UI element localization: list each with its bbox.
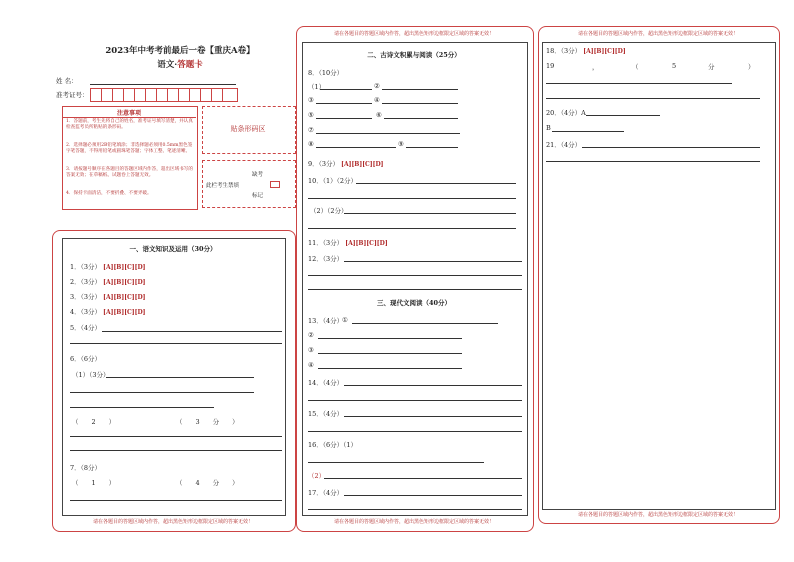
q11: 11．（3分） [A][B][C][D] bbox=[308, 239, 388, 247]
q5-line-1[interactable] bbox=[102, 331, 282, 332]
col1-bottom-warning: 请在各题目的答题区域内作答，超出黑色矩形边框限定区域的答案无效！ bbox=[92, 519, 253, 525]
q13-item-3: ③ bbox=[308, 346, 314, 354]
q21: 21．（4分） bbox=[546, 141, 582, 149]
q17: 17．（4分） bbox=[308, 489, 344, 497]
notes-item-3: 3．请按题号顺序在各题目的答题区域内作答，超出区域书写的答案无效；在草稿纸、试题卷上答题无效。 bbox=[66, 167, 193, 178]
q9: 9．（3分） [A][B][C][D] bbox=[308, 160, 384, 168]
col3-top-warning: 请在各题目的答题区域内作答，超出黑色矩形边框限定区域的答案无效！ bbox=[577, 31, 738, 37]
q8-item-8: ⑧ bbox=[308, 140, 314, 148]
q14-line-2[interactable] bbox=[308, 400, 522, 401]
notes-item-1: 1．答题前，考生先将自己的姓名，准考证号填写清楚，并认真检查监考员所粘贴的条形码。 bbox=[66, 119, 193, 130]
q6-line-2[interactable] bbox=[70, 392, 254, 393]
q6-sub2-b: （ 3 分 ） bbox=[176, 418, 239, 426]
q13-line-3[interactable] bbox=[318, 353, 462, 354]
q13-item-1: ① bbox=[342, 316, 348, 324]
q20-b: B bbox=[546, 124, 551, 132]
q8-item-4: ④ bbox=[374, 96, 380, 104]
absent-checkbox[interactable] bbox=[270, 181, 280, 188]
q16: 16．（6分）（1） bbox=[308, 441, 358, 449]
q8-item-9: ⑨ bbox=[398, 140, 404, 148]
q19-line-2[interactable] bbox=[546, 98, 760, 99]
q6-sub2-a: （ 2 ） bbox=[72, 418, 116, 426]
col3-bottom-warning: 请在各题目的答题区域内作答，超出黑色矩形边框限定区域的答案无效！ bbox=[577, 512, 738, 518]
absent-mark-1: 缺考 bbox=[252, 172, 264, 178]
q19-open: （ bbox=[632, 63, 639, 71]
q16-line-1[interactable] bbox=[308, 462, 484, 463]
q10: 10．（1）（2分） bbox=[308, 177, 358, 185]
subject-title: 语文·答题卡 bbox=[157, 60, 203, 70]
q6-line-5[interactable] bbox=[70, 450, 282, 451]
q6-line-1[interactable] bbox=[106, 377, 254, 378]
absent-mark-2: 标记 bbox=[252, 193, 264, 199]
q5-line-2[interactable] bbox=[70, 343, 282, 344]
q1: 1．（3分） [A][B][C][D] bbox=[70, 263, 146, 271]
barcode-label: 贴条形码区 bbox=[230, 125, 266, 133]
q10-line-2[interactable] bbox=[308, 198, 516, 199]
q8-item-2: ② bbox=[374, 82, 380, 90]
q13-line-4[interactable] bbox=[318, 368, 462, 369]
q12-line-1[interactable] bbox=[344, 261, 522, 262]
q3: 3．（3分） [A][B][C][D] bbox=[70, 293, 146, 301]
ticket-label: 准考证号： bbox=[56, 91, 89, 99]
q8-item-1: （1） bbox=[308, 83, 326, 91]
notes-title: 注意事项 bbox=[116, 110, 141, 117]
q7: 7．（8分） bbox=[70, 464, 102, 472]
q16-sub2: （2） bbox=[308, 472, 326, 480]
q7-sub-b: （ 4 分 ） bbox=[176, 479, 239, 487]
q13-item-2: ② bbox=[308, 331, 314, 339]
q10-sub2: （2）（2分） bbox=[310, 207, 348, 215]
q19-unit: 分 bbox=[708, 63, 715, 71]
q8-line-5[interactable] bbox=[316, 118, 372, 119]
name-field[interactable] bbox=[90, 84, 236, 85]
ticket-number-grid[interactable] bbox=[90, 88, 238, 102]
q7-sub-a: （ 1 ） bbox=[72, 479, 116, 487]
q8-line-1[interactable] bbox=[320, 89, 372, 90]
q20-line-b[interactable] bbox=[552, 131, 624, 132]
q16-line-2[interactable] bbox=[324, 478, 522, 479]
q15: 15．（4分） bbox=[308, 410, 344, 418]
q13: 13．（4分） bbox=[308, 317, 344, 325]
q19-label: 19 bbox=[546, 62, 555, 70]
q12-line-2[interactable] bbox=[308, 275, 522, 276]
q10-line-1[interactable] bbox=[356, 183, 516, 184]
q6: 6．（6分） bbox=[70, 355, 102, 363]
q8-item-7: ⑦ bbox=[308, 126, 314, 134]
q14-line-1[interactable] bbox=[344, 385, 522, 386]
q21-line-2[interactable] bbox=[546, 161, 760, 162]
q19-score: 5 bbox=[672, 62, 677, 70]
q14: 14．（4分） bbox=[308, 379, 344, 387]
q19-comma: ， bbox=[592, 63, 599, 71]
q6-sub1: （1）（3分） bbox=[72, 371, 110, 379]
q4: 4．（3分） [A][B][C][D] bbox=[70, 308, 146, 316]
q8-line-7[interactable] bbox=[316, 133, 460, 134]
q10-line-4[interactable] bbox=[308, 228, 516, 229]
q2: 2．（3分） [A][B][C][D] bbox=[70, 278, 146, 286]
q19-line-1[interactable] bbox=[546, 83, 732, 84]
q8-line-4[interactable] bbox=[382, 103, 458, 104]
q10-line-3[interactable] bbox=[344, 213, 516, 214]
q8-line-3[interactable] bbox=[316, 103, 372, 104]
q13-line-2[interactable] bbox=[318, 338, 462, 339]
q8-line-6[interactable] bbox=[384, 118, 458, 119]
col2-bottom-warning: 请在各题目的答题区域内作答，超出黑色矩形边框限定区域的答案无效！ bbox=[333, 519, 494, 525]
q15-line-2[interactable] bbox=[308, 431, 522, 432]
q17-line-1[interactable] bbox=[344, 495, 522, 496]
q8-item-6: ⑥ bbox=[376, 111, 382, 119]
q13-item-4: ④ bbox=[308, 361, 314, 369]
q8-item-5: ⑤ bbox=[308, 111, 314, 119]
q8-item-3: ③ bbox=[308, 96, 314, 104]
name-label: 姓 名： bbox=[56, 77, 78, 85]
absent-label: 此栏考生禁填 bbox=[206, 183, 240, 189]
q8-line-8[interactable] bbox=[316, 147, 396, 148]
q21-line-1[interactable] bbox=[582, 147, 760, 148]
q15-line-1[interactable] bbox=[344, 416, 522, 417]
q19-close: ） bbox=[748, 63, 755, 71]
q8-line-9[interactable] bbox=[406, 147, 458, 148]
q6-line-4[interactable] bbox=[70, 436, 282, 437]
q7-line-1[interactable] bbox=[70, 500, 282, 501]
q18: 18．（3分） [A][B][C][D] bbox=[546, 47, 626, 55]
section3-title: 三、现代文阅读（40分） bbox=[376, 299, 452, 307]
section2-title: 二、古诗文积累与阅读（25分） bbox=[367, 51, 461, 59]
q17-line-2[interactable] bbox=[308, 509, 522, 510]
q20-line-a[interactable] bbox=[586, 115, 660, 116]
q20: 20．（4分）A bbox=[546, 109, 586, 117]
q13-line-1[interactable] bbox=[352, 323, 498, 324]
col2-top-warning: 请在各题目的答题区域内作答，超出黑色矩形边框限定区域的答案无效！ bbox=[333, 31, 494, 37]
notes-item-2: 2．选择题必须用2B铅笔填涂；非选择题必须用0.5mm黑色签字笔答题，不得用铅笔或圆珠笔答题；字体工整、笔迹清晰。 bbox=[66, 143, 193, 154]
q8-line-2[interactable] bbox=[382, 89, 458, 90]
q12-line-3[interactable] bbox=[308, 289, 522, 290]
notes-item-4: 4．保持卡面清洁，不要折叠、不要弄破。 bbox=[66, 191, 152, 196]
q6-line-3[interactable] bbox=[70, 407, 214, 408]
q8: 8．（10分） bbox=[308, 69, 344, 77]
exam-title: 2023年中考考前最后一卷【重庆A卷】 bbox=[105, 46, 255, 56]
q5: 5．（4分） bbox=[70, 324, 102, 332]
q12: 12．（3分） bbox=[308, 255, 344, 263]
section1-title: 一、语文知识及运用（30分） bbox=[129, 245, 217, 253]
